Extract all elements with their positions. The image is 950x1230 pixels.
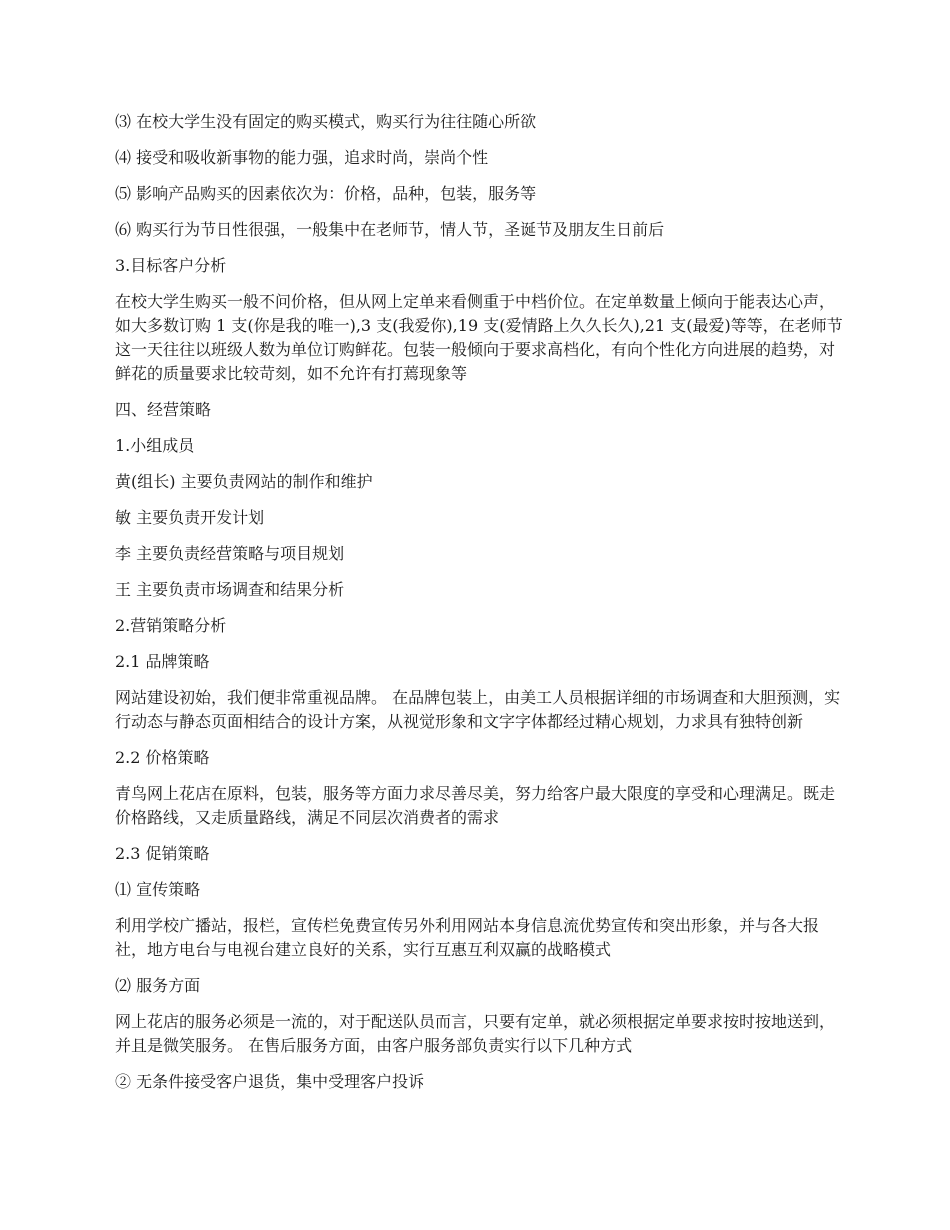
paragraph-service: 网上花店的服务必须是一流的，对于配送队员而言，只要有定单，就必须根据定单要求按时按地送到，并且是微笑服务。 在售后服务方面，由客户服务部负责实行以下几种方式 xyxy=(115,1012,836,1055)
section-heading-marketing: 2.营销策略分析 xyxy=(115,616,227,635)
list-item-3: ⑶ 在校大学生没有固定的购买模式，购买行为往往随心所欲 xyxy=(115,112,537,131)
paragraph-brand-strategy: 网站建设初始，我们便非常重视品牌。 在品牌包装上，由美工人员根据详细的市场调查和大胆预测，实行动态与静态页面相结合的设计方案，从视觉形象和文字字体都经过精心规划，力求具有独特创新 xyxy=(115,688,841,731)
subheading-brand-strategy: 2.1 品牌策略 xyxy=(115,652,210,671)
team-member-min: 敏 主要负责开发计划 xyxy=(115,508,265,527)
list-item-5: ⑸ 影响产品购买的因素依次为：价格，品种，包装，服务等 xyxy=(115,184,537,203)
list-item-6: ⑹ 购买行为节日性很强，一般集中在老师节，情人节，圣诞节及朋友生日前后 xyxy=(115,220,665,239)
paragraph-publicity: 利用学校广播站，报栏，宣传栏免费宣传另外利用网站本身信息流优势宣传和突出形象，并与各大报社，地方电台与电视台建立良好的关系，实行互惠互利双赢的战略模式 xyxy=(115,916,820,959)
list-item-service: ⑵ 服务方面 xyxy=(115,976,201,995)
list-item-returns: ② 无条件接受客户退货，集中受理客户投诉 xyxy=(115,1072,425,1091)
team-member-li: 李 主要负责经营策略与项目规划 xyxy=(115,544,345,563)
section-heading-target-customers: 3.目标客户分析 xyxy=(115,256,227,275)
subheading-price-strategy: 2.2 价格策略 xyxy=(115,748,210,767)
team-member-huang: 黄(组长) 主要负责网站的制作和维护 xyxy=(115,472,373,491)
section-heading-strategy: 四、经营策略 xyxy=(115,400,212,419)
section-heading-team: 1.小组成员 xyxy=(115,436,195,455)
document-body xyxy=(115,110,843,1106)
subheading-promotion-strategy: 2.3 促销策略 xyxy=(115,844,210,863)
team-member-wang: 王 主要负责市场调查和结果分析 xyxy=(115,580,345,599)
paragraph-target-customers: 在校大学生购买一般不问价格，但从网上定单来看侧重于中档价位。在定单数量上倾向于能表达心声，如大多数订购 1 支(你是我的唯一),3 支(我爱你),19 支(爱情路上久久长久),21 支(最爱)等等，在老师节这一天往往以班级人数为单位订购鲜花。包装一般倾向于要求高档化，有向个性化方向进展的趋势，对鲜花的质量要求比较苛刻，如不允许有打蔫现象等 xyxy=(115,292,843,383)
paragraph-price-strategy: 青鸟网上花店在原料，包装，服务等方面力求尽善尽美，努力给客户最大限度的享受和心理满足。既走价格路线，又走质量路线，满足不同层次消费者的需求 xyxy=(115,784,836,827)
list-item-4: ⑷ 接受和吸收新事物的能力强，追求时尚，崇尚个性 xyxy=(115,148,489,167)
list-item-publicity: ⑴ 宣传策略 xyxy=(115,880,201,899)
